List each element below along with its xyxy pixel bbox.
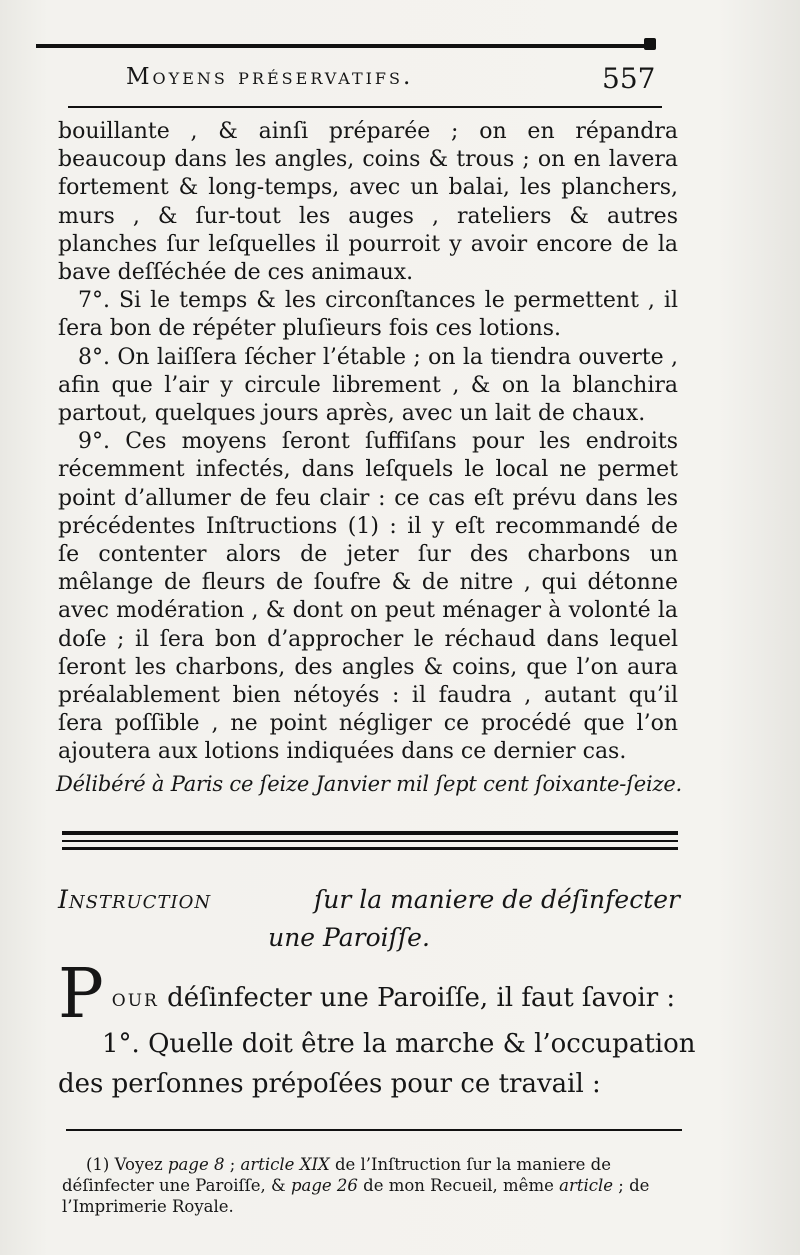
running-head: Moyens préservatifs. (126, 64, 414, 90)
footnote-page-ref: page 26 (290, 1176, 358, 1195)
section-title-line2: une Paroiſſe. (268, 923, 430, 952)
paragraph-item-7: 7°. Si le temps & les circonſtances le permettent , il ſera bon de répéter pluſieurs fois ces lotions. (58, 288, 678, 342)
item-1-line1: 1°. Quelle doit être la marche & l’occupation (102, 1029, 696, 1059)
first-word-smallcaps: our (111, 984, 159, 1012)
section-divider-thick-2 (62, 847, 678, 850)
item-1-line2: des perſonnes prépoſées pour ce travail : (58, 1069, 601, 1099)
section-divider-thick (62, 831, 678, 835)
section-title-smallcaps: Instruction (58, 885, 212, 914)
paragraph-item-8: 8°. On laiſſera ſécher l’étable ; on la tiendra ouverte , afin que l’air y circule librement , & on la blanchira partout, quelques jours après, avec un lait de chaux. (58, 344, 678, 427)
paragraph-continuation: bouillante , & ainſi préparée ; on en répandra beaucoup dans les angles, coins & trous ; on en lavera fortement & long-temps, avec un balai, les planchers, murs , & ſur-tout les auges , rateliers & autres planches ſur leſquelles il pourroit y avoir encore de la bave deſſéchée de ces animaux. (58, 119, 678, 286)
section-divider-thin (62, 840, 678, 842)
section-first-line (58, 960, 684, 1018)
section-title (58, 881, 680, 957)
body-text (58, 118, 678, 767)
footnote-page-ref: page 8 (167, 1155, 225, 1174)
top-rule (36, 44, 654, 48)
footnote-article-ref: article (559, 1176, 614, 1195)
section-title-rest: ſur la maniere de déſinfecter (313, 885, 680, 914)
footnote-text: ; (224, 1155, 241, 1174)
top-rule-ornament (644, 38, 656, 50)
first-line-rest: déſinfecter une Paroiſſe, il faut ſavoir : (158, 983, 676, 1013)
paragraph-item-9: 9°. Ces moyens ſeront ſuffiſans pour les endroits récemment infectés, dans leſquels le local ne permet point d’allumer de feu clair : ce cas eſt prévu dans les précédentes Inſtructions (1) : il y eſt recommandé de ſe contenter alors de jeter ſur des charbons un mêlange de fleurs de ſoufre & de nitre , qui détonne avec modération , & dont on peut ménager à volonté la doſe ; il ſera bon d’approcher le réchaud dans lequel ſeront les charbons, des angles & coins, que l’on aura préalablement bien nétoyés : il faudra , autant qu’il ſera poſſible , ne point négliger ce procédé que l’on ajoutera aux lotions indiquées dans ce dernier cas. (58, 429, 678, 765)
footnote-text: déſinfecter une Paroiſſe, & (62, 1176, 291, 1195)
footnote-rule (66, 1129, 682, 1131)
drop-cap: P (58, 955, 104, 1034)
header-rule (68, 106, 662, 108)
footnote-text: ; de (613, 1176, 650, 1195)
footnote-text: (1) Voyez (86, 1155, 168, 1174)
footnote-article-ref: article XIX (240, 1155, 330, 1174)
footnote-line2 (62, 1175, 692, 1196)
footnote (62, 1154, 692, 1217)
section-body (58, 955, 696, 1104)
section-title-line1 (58, 881, 680, 919)
page-number: 557 (602, 62, 656, 95)
footnote-text: de l’Inſtruction ſur la maniere de (329, 1155, 611, 1174)
footnote-line3: l’Imprimerie Royale. (62, 1197, 234, 1216)
deliberation-date-line: Délibéré à Paris ce ſeize Janvier mil ſept cent ſoixante-ſeize. (56, 772, 683, 796)
footnote-text: de mon Recueil, même (357, 1176, 560, 1195)
footnote-line1 (62, 1154, 692, 1175)
